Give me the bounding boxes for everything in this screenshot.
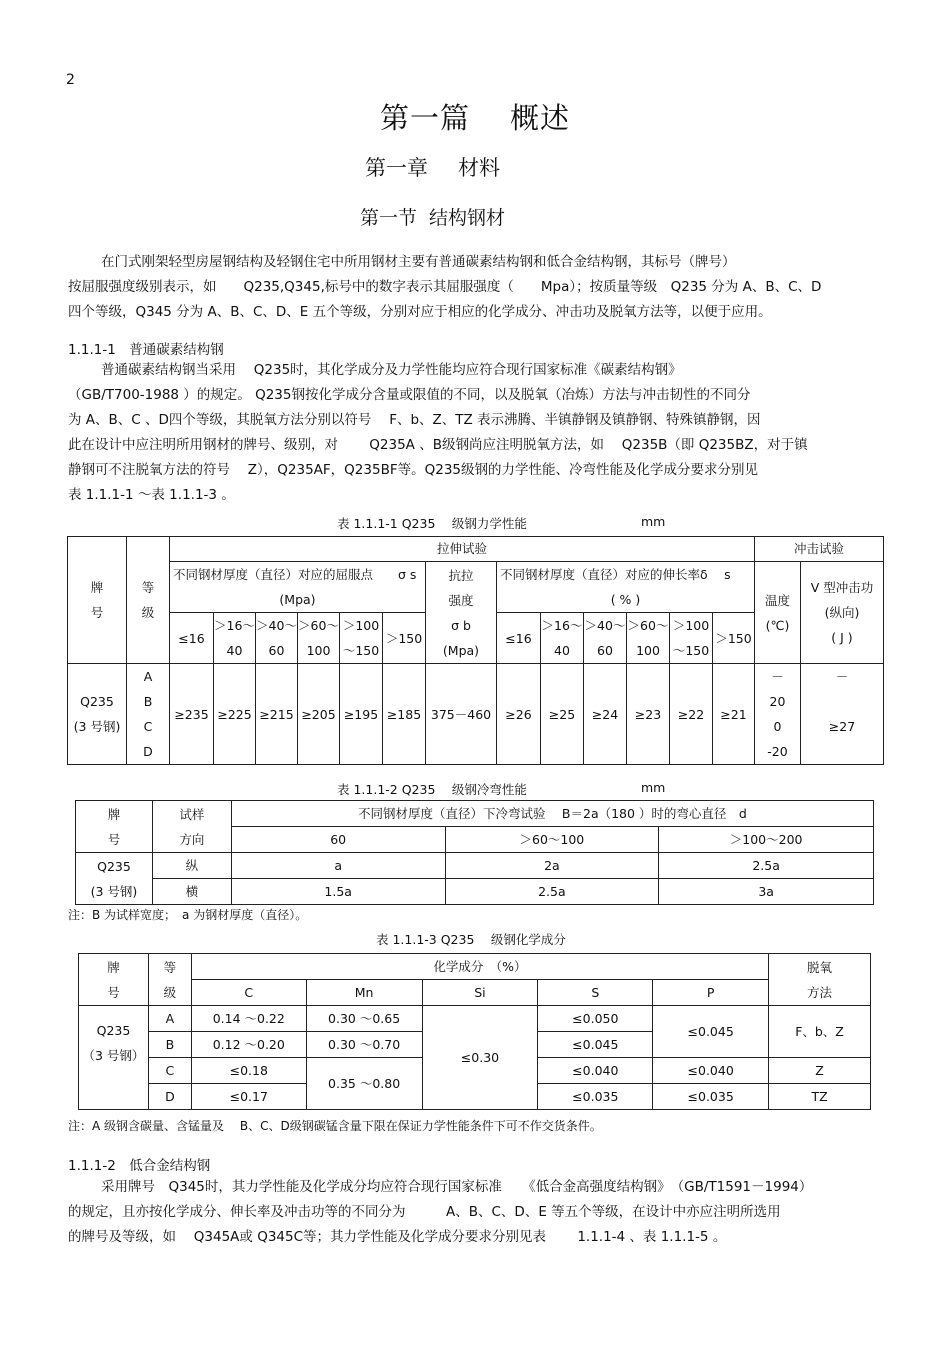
table2-note: 注：B 为试样宽度； a 为钢材厚度（直径）。	[68, 908, 308, 922]
t1-level: A	[143, 669, 153, 684]
t3-s: ≤0.045	[538, 1032, 653, 1058]
vn-line: ( J )	[831, 630, 853, 645]
table2-caption: 表 1.1.1-2 Q235 级钢冷弯性能	[337, 782, 527, 797]
t1-yield: ≥185	[383, 664, 426, 765]
t1-elong: ≥21	[713, 664, 755, 765]
thk-col: ＞40～60	[256, 613, 298, 664]
part-label: 第一篇	[379, 101, 470, 135]
t3-col: Si	[422, 980, 538, 1006]
t3-col: P	[653, 980, 769, 1006]
table1-temp-header	[755, 562, 801, 664]
t2-grade-line: (3 号钢)	[90, 883, 138, 899]
ts-line: (Mpa)	[442, 642, 480, 658]
t3-p: ≤0.040	[653, 1058, 769, 1084]
t1-grade	[68, 664, 127, 765]
t3-deox: TZ	[769, 1084, 871, 1110]
sec2-line: 的规定，且亦按化学成分、伸长率及冲击功等的不同分为 A、B、C、D、E 等五个等级，在设计中亦应注明所选用	[68, 1204, 781, 1220]
t1-grade-line: Q235	[80, 694, 114, 709]
thk-col: ＞60～100	[298, 613, 340, 664]
t2-col: ＞60～100	[445, 827, 659, 853]
table1-yield-header	[170, 562, 426, 613]
t1-grade-line: (3 号钢)	[73, 719, 121, 734]
t3-s: ≤0.040	[538, 1058, 653, 1084]
t3-col: C	[191, 980, 306, 1006]
temp-line: 温度	[764, 592, 790, 608]
t2-val: a	[231, 853, 445, 879]
t2-test-header: 不同钢材厚度（直径）下冷弯试验 B＝2a（180 ）时的弯心直径 d	[231, 801, 873, 827]
t2-dh-line: 试样	[179, 806, 205, 822]
intro-line: 在门式刚架轻型房屋钢结构及轻钢住宅中所用钢材主要有普通碳素结构钢和低合金结构钢，其标号（牌号）	[101, 254, 736, 270]
t1-tensile: 375－460	[426, 664, 497, 765]
t3-grade	[79, 1006, 149, 1110]
t3-dh-line: 方法	[807, 984, 833, 1000]
t2-val: 2.5a	[659, 853, 874, 879]
t3-mn: 0.30 ～0.70	[306, 1032, 422, 1058]
t3-s: ≤0.050	[538, 1006, 653, 1032]
chapter-title	[0, 152, 865, 182]
t3-level: D	[148, 1084, 191, 1110]
table-mechanical-properties	[67, 536, 884, 765]
thk-col: ＞150	[713, 613, 755, 664]
temp-line: (℃)	[765, 617, 790, 633]
t1-level: D	[143, 744, 153, 759]
table1-elong-unit: ( % )	[610, 592, 641, 607]
thk-col: ＞16～40	[541, 613, 584, 664]
table1-level-header-label: 等级	[141, 580, 155, 620]
sec1-line: 静钢可不注脱氧方法的符号 Z），Q235AF，Q235BF等。Q235级钢的力学性能、冷弯性能及化学成分要求分别见	[68, 462, 758, 478]
t3-level: C	[148, 1058, 191, 1084]
sec1-line: （GB/T700-1988 ）的规定。 Q235钢按化学成分含量或限值的不同，以及脱氧（冶炼）方法与冲击韧性的不同分	[68, 387, 751, 403]
t1-levels	[127, 664, 170, 765]
t1-yield: ≥215	[256, 664, 298, 765]
thk-col: ＞60～100	[627, 613, 670, 664]
page-number: 2	[66, 72, 75, 88]
t3-si: ≤0.30	[422, 1006, 538, 1110]
table3-note: 注：A 级钢含碳量、含锰量及 B、C、D级钢碳锰含量下限在保证力学性能条件下可不作交货条件。	[68, 1119, 602, 1133]
thk-col: ＞40～60	[584, 613, 627, 664]
sec1-line: 此在设计中应注明所用钢材的牌号、级别，对 Q235A 、B级钢尚应注明脱氧方法，如 Q235B（即 Q235BZ，对于镇	[68, 437, 808, 453]
ts-line: 抗拉	[448, 567, 474, 583]
table-cold-bend	[75, 800, 874, 905]
part-title	[0, 96, 950, 137]
vn-line: V 型冲击功	[810, 580, 874, 595]
t3-mn: 0.30 ～0.65	[306, 1006, 422, 1032]
intro-line: 四个等级，Q345 分为 A、B、C、D、E 五个等级，分别对应于相应的化学成分、冲击功及脱氧方法等，以便于应用。	[68, 304, 772, 320]
thk-col: ＞16～40	[214, 613, 256, 664]
sec2-line: 的牌号及等级，如 Q345A或 Q345C等；其力学性能及化学成分要求分别见表 1.1.1-4 、表 1.1.1-5 。	[68, 1229, 727, 1245]
table1-unit: mm	[641, 514, 666, 529]
t3-p: ≤0.035	[653, 1084, 769, 1110]
t3-c: 0.14 ～0.22	[191, 1006, 306, 1032]
table-chemical-composition	[78, 953, 871, 1110]
sec1-paragraph	[68, 358, 883, 508]
t1-temp-line: －	[771, 669, 784, 684]
t1-temp-line: -20	[767, 744, 788, 759]
t3-lh-line: 级	[163, 984, 177, 1000]
table1-grade-header	[68, 537, 127, 664]
t3-gh-line: 牌	[107, 959, 120, 975]
t1-level: B	[143, 694, 153, 709]
t3-grade-header	[79, 954, 149, 1006]
t1-elong: ≥24	[584, 664, 627, 765]
thk-col: ＞100～150	[670, 613, 713, 664]
thk-col: ≤16	[170, 613, 214, 664]
t3-deox: Z	[769, 1058, 871, 1084]
vn-line: (纵向)	[824, 605, 860, 620]
t3-col: Mn	[306, 980, 422, 1006]
section-title	[0, 203, 865, 230]
t3-lh-line: 等	[163, 959, 177, 975]
table1-grade-header-label: 牌号	[90, 580, 104, 620]
ts-line: σ b	[451, 617, 471, 633]
t2-dir-header	[152, 801, 231, 853]
sec1-line: 普通碳素结构钢当采用 Q235时，其化学成分及力学性能均应符合现行国家标准《碳素结构钢》	[101, 362, 682, 378]
sec2-line: 采用牌号 Q345时，其力学性能及化学成分均应符合现行国家标准 《低合金高强度结构钢》 （GB/T1591－1994）	[101, 1179, 813, 1195]
t2-dh-line: 方向	[179, 831, 205, 847]
t3-level: A	[148, 1006, 191, 1032]
t3-grade-line: （3 号钢）	[82, 1048, 145, 1063]
t1-yield: ≥205	[298, 664, 340, 765]
t3-deox-header	[769, 954, 871, 1006]
t1-temp-line: 20	[769, 694, 786, 709]
t1-elong: ≥22	[670, 664, 713, 765]
section-label: 第一节	[359, 207, 417, 229]
table3-caption: 表 1.1.1-3 Q235 级钢化学成分	[376, 932, 566, 947]
sec1-line: 为 A、B、C 、D四个等级，其脱氧方法分别以符号 F、b、Z、TZ 表示沸腾、半镇静钢及镇静钢、特殊镇静钢，因	[68, 412, 761, 428]
section-heading-1-1-1-1: 1.1.1-1 普通碳素结构钢	[68, 342, 224, 358]
section-heading-1-1-1-2: 1.1.1-2 低合金结构钢	[68, 1158, 211, 1174]
t1-temp-line: 0	[773, 719, 782, 734]
table1-elong-title: 不同钢材厚度（直径）对应的伸长率δ s	[500, 567, 731, 582]
t3-c: ≤0.17	[191, 1084, 306, 1110]
ts-line: 强度	[448, 592, 474, 608]
table2-unit: mm	[641, 780, 666, 795]
t1-yield: ≥195	[340, 664, 383, 765]
t3-level-header	[148, 954, 191, 1006]
t2-col: 60	[231, 827, 445, 853]
table1-level-header	[127, 537, 170, 664]
t3-deox: F、b、Z	[769, 1006, 871, 1058]
t2-grade	[76, 853, 153, 905]
intro-line: 按屈服强度级别表示，如 Q235,Q345,标号中的数字表示其屈服强度（ Mpa）；按质量等级 Q235 分为 A、B、C、D	[68, 279, 822, 295]
section-name: 结构钢材	[429, 207, 506, 229]
table1-tensile-header: 拉伸试验	[170, 537, 755, 562]
t2-val: 2a	[445, 853, 659, 879]
t3-s: ≤0.035	[538, 1084, 653, 1110]
t2-grade-line: Q235	[97, 858, 131, 874]
t3-grade-line: Q235	[96, 1023, 131, 1038]
t2-dir: 纵	[152, 853, 231, 879]
t1-level: C	[143, 719, 153, 734]
t1-elong: ≥26	[497, 664, 541, 765]
table1-yield-title: 不同钢材厚度（直径）对应的屈服点 σ s	[173, 567, 417, 582]
table1-caption: 表 1.1.1-1 Q235 级钢力学性能	[337, 516, 527, 531]
table1-vnotch-header	[801, 562, 884, 664]
t1-elong: ≥23	[627, 664, 670, 765]
t1-impact-line: ≥27	[828, 719, 856, 734]
chapter-name: 材料	[458, 156, 500, 180]
t3-gh-line: 号	[107, 984, 120, 1000]
t3-mn: 0.35 ～0.80	[306, 1058, 422, 1110]
part-name: 概述	[510, 101, 571, 135]
t2-col: ＞100～200	[659, 827, 874, 853]
t2-val: 1.5a	[231, 879, 445, 905]
t3-c: 0.12 ～0.20	[191, 1032, 306, 1058]
thk-col: ＞150	[383, 613, 426, 664]
t1-yield: ≥235	[170, 664, 214, 765]
sec1-line: 表 1.1.1-1 ～表 1.1.1-3 。	[68, 487, 235, 503]
table1-elong-header	[497, 562, 755, 613]
t1-elong: ≥25	[541, 664, 584, 765]
table1-impact-header: 冲击试验	[755, 537, 884, 562]
intro-paragraph	[68, 250, 883, 325]
t1-yield: ≥225	[214, 664, 256, 765]
t3-dh-line: 脱氧	[807, 959, 833, 975]
t2-grade-header	[76, 801, 153, 853]
t2-dir: 横	[152, 879, 231, 905]
t3-c: ≤0.18	[191, 1058, 306, 1084]
t3-col: S	[538, 980, 653, 1006]
chapter-label: 第一章	[365, 156, 428, 180]
t1-impact-line: －	[835, 669, 849, 684]
t1-impact	[801, 664, 884, 765]
thk-col: ＞100～150	[340, 613, 383, 664]
t2-val: 2.5a	[445, 879, 659, 905]
table1-tensile-strength-header	[426, 562, 497, 664]
t3-level: B	[148, 1032, 191, 1058]
t3-chem-header: 化学成分 （%）	[191, 954, 768, 980]
thk-col: ≤16	[497, 613, 541, 664]
sec2-paragraph	[68, 1175, 883, 1250]
table1-yield-unit: (Mpa)	[279, 592, 316, 607]
t2-val: 3a	[659, 879, 874, 905]
t1-temp	[755, 664, 801, 765]
t2-gh-line: 号	[107, 831, 121, 847]
t2-gh-line: 牌	[107, 806, 121, 822]
t3-p: ≤0.045	[653, 1006, 769, 1058]
